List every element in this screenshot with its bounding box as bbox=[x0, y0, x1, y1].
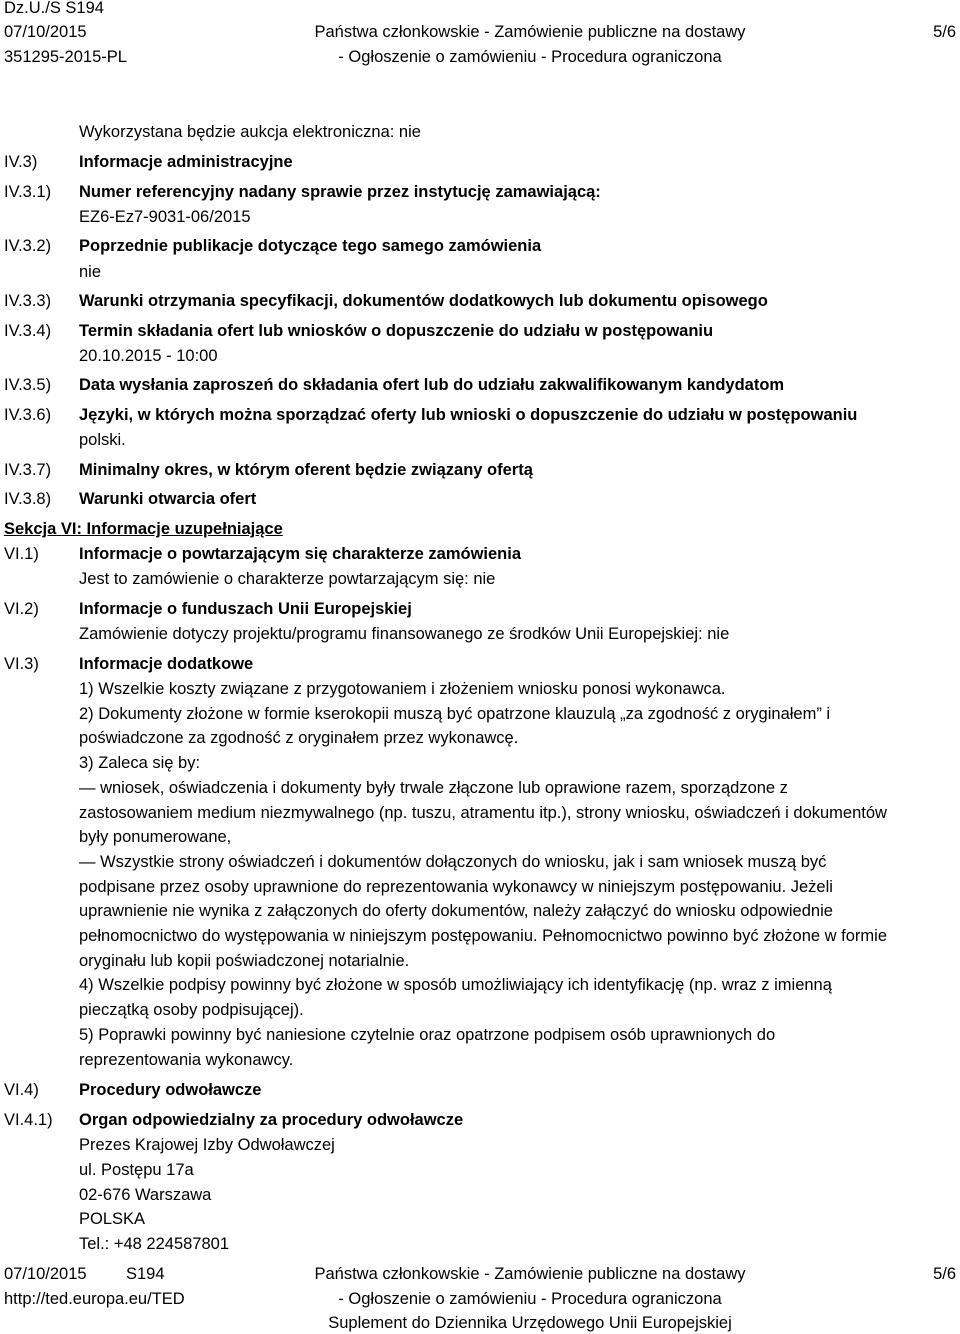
item-num: IV.3.5) bbox=[4, 376, 52, 394]
item-title: Data wysłania zaproszeń do składania ofert lub do udziału zakwalifikowanym kandydatom bbox=[79, 376, 785, 394]
item-title: Informacje administracyjne bbox=[79, 153, 293, 171]
item-num: VI.4.1) bbox=[4, 1111, 53, 1129]
item-title: Termin składania ofert lub wniosków o dopuszczenie do udziału w postępowaniu bbox=[79, 322, 714, 340]
text-line: reprezentowania wykonawcy. bbox=[79, 1050, 294, 1069]
item-text: Jest to zamówienie o charakterze powtarzającym się: nie bbox=[79, 570, 496, 588]
footer-title-2: - Ogłoszenie o zamówieniu - Procedura ograniczona bbox=[338, 1290, 722, 1308]
text-line: — Wszystkie strony oświadczeń i dokumentów dołączonych do wniosku, jak i sam wniosek muszą być bbox=[79, 852, 827, 871]
item-num: IV.3.8) bbox=[4, 490, 52, 508]
header-title-2: - Ogłoszenie o zamówieniu - Procedura ograniczona bbox=[338, 48, 722, 66]
text-line: pełnomocnictwo do występowania w niniejszym postępowaniu. Pełnomocnictwo powinno być złożone w formie bbox=[79, 927, 887, 945]
item-num: VI.2) bbox=[4, 600, 39, 618]
text-line: zastosowaniem medium niezmywalnego (np. tuszu, atramentu itp.), strony wniosku, oświadczeń i dokumentów bbox=[79, 803, 887, 822]
text-line: Tel.: +48 224587801 bbox=[79, 1235, 230, 1254]
footer-url[interactable]: http://ted.europa.eu/TED bbox=[4, 1290, 185, 1308]
deadline-value: 20.10.2015 - 10:00 bbox=[79, 347, 218, 365]
item-num: IV.3.3) bbox=[4, 292, 52, 310]
footer-page: 5/6 bbox=[933, 1265, 956, 1283]
item-num: IV.3) bbox=[4, 153, 38, 171]
text-line: poświadczone za zgodność z oryginałem przez wykonawcę. bbox=[79, 729, 519, 748]
item-num: IV.3.4) bbox=[4, 322, 52, 340]
language-value: polski. bbox=[79, 431, 126, 449]
text-line: Prezes Krajowej Izby Odwoławczej bbox=[79, 1136, 335, 1154]
item-num: IV.3.1) bbox=[4, 183, 52, 201]
item-title: Poprzednie publikacje dotyczące tego samego zamówienia bbox=[79, 237, 542, 255]
item-title: Procedury odwoławcze bbox=[79, 1081, 262, 1099]
item-num: IV.3.2) bbox=[4, 237, 52, 255]
footer-title-1: Państwa członkowskie - Zamówienie publiczne na dostawy bbox=[314, 1265, 746, 1283]
item-num: IV.3.7) bbox=[4, 461, 52, 479]
item-title: Informacje o powtarzającym się charakterze zamówienia bbox=[79, 545, 522, 563]
footer-series: S194 bbox=[126, 1265, 165, 1283]
text-line: 3) Zaleca się by: bbox=[79, 754, 201, 773]
text-line: były ponumerowane, bbox=[79, 828, 232, 847]
item-num: VI.3) bbox=[4, 655, 39, 673]
text-line: — wniosek, oświadczenia i dokumenty były trwale złączone lub oprawione razem, sporządzone z bbox=[79, 778, 788, 797]
footer-date: 07/10/2015 bbox=[4, 1265, 87, 1283]
header-date: 07/10/2015 bbox=[4, 23, 87, 41]
text-line: 02-676 Warszawa bbox=[79, 1185, 212, 1204]
item-title: Informacje dodatkowe bbox=[79, 655, 254, 673]
item-num: IV.3.6) bbox=[4, 406, 52, 424]
header-ref: 351295-2015-PL bbox=[4, 48, 127, 66]
item-num: VI.4) bbox=[4, 1081, 39, 1099]
text-line: POLSKA bbox=[79, 1210, 146, 1229]
text-line: podpisane przez osoby uprawnione do reprezentowania wykonawcy w niniejszym postępowaniu. Jeżeli bbox=[79, 877, 833, 896]
item-title: Organ odpowiedzialny za procedury odwoławcze bbox=[79, 1111, 464, 1129]
text-line: 2) Dokumenty złożone w formie kserokopii muszą być opatrzone klauzulą „za zgodność z oryginałem” i bbox=[79, 704, 831, 723]
text-line: oryginału lub kopii poświadczonej notarialnie. bbox=[79, 951, 410, 970]
text-line: 1) Wszelkie koszty związane z przygotowaniem i złożeniem wniosku ponosi wykonawca. bbox=[79, 680, 726, 698]
text-line: 4) Wszelkie podpisy powinny być złożone w sposób umożliwiający ich identyfikację (np. wraz z imienną bbox=[79, 976, 832, 995]
item-title: Języki, w których można sporządzać oferty lub wnioski o dopuszczenie do udziału w postępowaniu bbox=[79, 406, 858, 424]
text-line: 5) Poprawki powinny być naniesione czytelnie oraz opatrzone podpisem osób uprawnionych do bbox=[79, 1025, 776, 1044]
section-title: Sekcja VI: Informacje uzupełniające bbox=[4, 520, 283, 538]
item-title: Warunki otwarcia ofert bbox=[79, 490, 257, 508]
header-title-1: Państwa członkowskie - Zamówienie publiczne na dostawy bbox=[314, 23, 746, 41]
item-title: Minimalny okres, w którym oferent będzie związany ofertą bbox=[79, 461, 533, 479]
text-line: uprawnienie nie wynika z załączonych do oferty dokumentów, należy załączyć do wniosku odpowiednie bbox=[79, 902, 833, 921]
item-title: Numer referencyjny nadany sprawie przez instytucję zamawiającą: bbox=[79, 183, 601, 201]
item-num: VI.1) bbox=[4, 545, 39, 563]
item-title: Informacje o funduszach Unii Europejskiej bbox=[79, 600, 412, 618]
ref-number: EZ6-Ez7-9031-06/2015 bbox=[79, 208, 251, 226]
item-text: Zamówienie dotyczy projektu/programu finansowanego ze środków Unii Europejskiej: nie bbox=[79, 625, 730, 643]
header-page: 5/6 bbox=[933, 23, 956, 41]
auction-line: Wykorzystana będzie aukcja elektroniczna: nie bbox=[79, 123, 421, 141]
text-line: pieczątką osoby podpisującej). bbox=[79, 1001, 304, 1020]
item-title: Warunki otrzymania specyfikacji, dokumentów dodatkowych lub dokumentu opisowego bbox=[79, 292, 768, 310]
footer-title-3: Suplement do Dziennika Urzędowego Unii Europejskiej bbox=[328, 1314, 732, 1332]
header-doc-id: Dz.U./S S194 bbox=[4, 0, 104, 17]
prev-pub-value: nie bbox=[79, 263, 102, 281]
text-line: ul. Postępu 17a bbox=[79, 1160, 194, 1179]
